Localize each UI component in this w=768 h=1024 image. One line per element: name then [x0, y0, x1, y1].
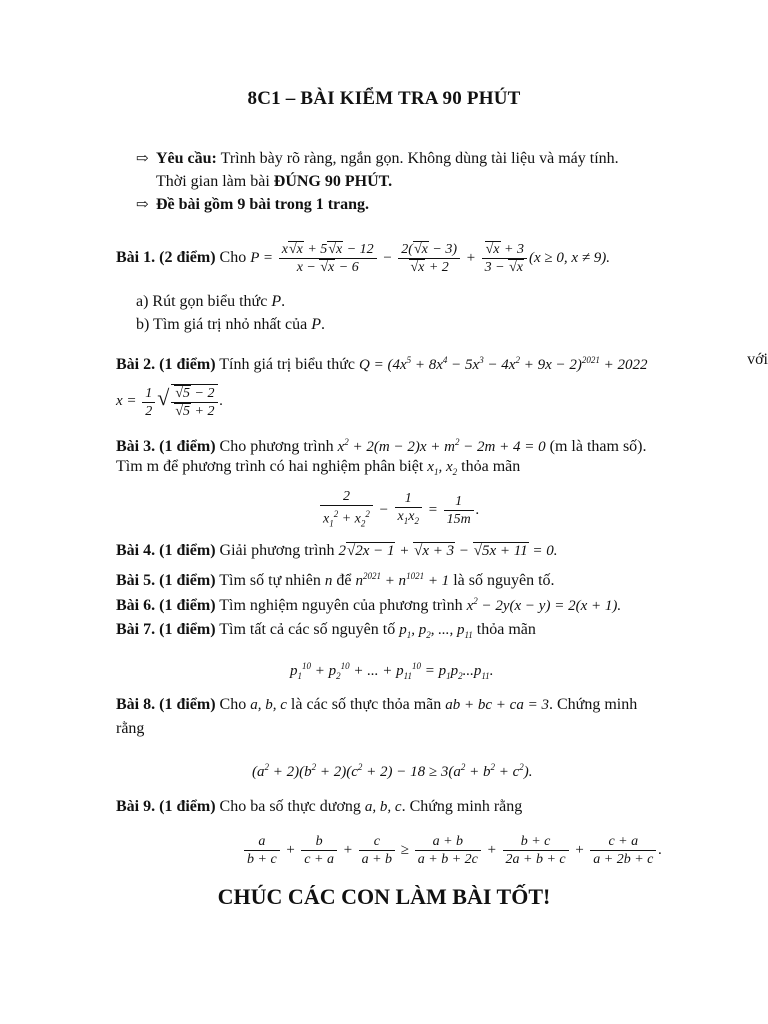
- problem-8-inequality: $(a^2 + 2)(b^2 + 2)(c^2 + 2) - 18 \ge 3(a^2 + b^2 + c^2)$.: [252, 762, 533, 780]
- requirement-line-3: [136, 195, 369, 215]
- problem-5-mid: để: [336, 572, 352, 589]
- problem-8: Bài 8. (1 điểm) Cho a, b, c là các số thực thỏa mãn ab + bc + ca = 3. Chứng minh: [116, 696, 638, 713]
- problem-3-line-2: Tìm m để phương trình có hai nghiệm phân biệt $x_1$, $x_2$ thỏa mãn: [116, 458, 521, 477]
- problem-9-heading: Bài 9. (1 điểm): [116, 798, 216, 815]
- problem-2-text: Tính giá trị biểu thức: [219, 356, 356, 373]
- problem-3-condition: Tìm m để phương trình có hai nghiệm phân biệt: [116, 458, 424, 475]
- problem-7-heading: Bài 7. (1 điểm): [116, 621, 216, 638]
- problem-6: [116, 591, 621, 616]
- problem-6-text: Tìm nghiệm nguyên của phương trình: [219, 597, 463, 614]
- problem-2-formula: $Q = (4x^5 + 8x^4 - 5x^3 - 4x^2 + 9x - 2)^{2021} + 2022$: [359, 355, 648, 373]
- arrow-right-icon: ⇨: [136, 151, 149, 167]
- arrow-right-icon: ⇨: [136, 197, 149, 213]
- problem-8-mid: là các số thực thỏa mãn: [290, 696, 442, 713]
- problem-5: Bài 5. (1 điểm) Tìm số tự nhiên n để $n^{2021} + n^{1021} + 1$ là số nguyên tố.: [116, 571, 555, 589]
- problem-2-tail: với: [747, 351, 768, 368]
- problem-1-part-b: b) Tìm giá trị nhỏ nhất của P.: [136, 316, 325, 333]
- problem-3-param: (m là tham số).: [549, 438, 647, 455]
- problem-1-heading: Bài 1. (2 điểm): [116, 249, 216, 266]
- problem-3-condition-tail: thỏa mãn: [461, 458, 521, 475]
- problem-8-heading: Bài 8. (1 điểm): [116, 696, 216, 713]
- requirement-line-1: [136, 149, 619, 169]
- problem-7-equation: $p_1^{10} + p_2^{10}$ + ... + $p_{11}^{10} = p_1p_2...p_{11}$.: [290, 661, 494, 681]
- problem-5-heading: Bài 5. (1 điểm): [116, 572, 216, 589]
- problem-4-equation: 2√ 2x − 1 + √ x + 3 − √ 5x + 11 = 0.: [338, 542, 557, 559]
- problem-5-text: Tìm số tự nhiên: [219, 572, 321, 589]
- problem-4-text: Giải phương trình: [219, 542, 335, 559]
- problem-2: [116, 350, 768, 375]
- problem-1: [116, 240, 610, 276]
- problem-9-inequality: $\frac{a}{b + c}$ + $\frac{b}{c + a}$ + $\frac{c}{a + b}$ ≥ $\frac{a + b}{a + b + 2c}$ + $\frac{b + c}{2a + b + c}$ + $\frac{c + a}{a + 2b + c}$ .: [242, 830, 662, 870]
- problem-8-tail: . Chứng minh: [548, 696, 638, 713]
- problem-7: Bài 7. (1 điểm) Tìm tất cả các số nguyên tố $p_1$, $p_2$, ..., $p_{11}$ thỏa mãn: [116, 621, 536, 640]
- part-b-variable: P: [311, 316, 321, 333]
- problem-3-condition-formula: $\frac{2}{x_1^2 + x_2^2}$ − $\frac{1}{x_1x_2}$ = $\frac{1}{15m}$ .: [318, 488, 479, 532]
- problem-1-part-a: a) Rút gọn biểu thức P.: [136, 293, 286, 310]
- part-a-text: a) Rút gọn biểu thức: [136, 293, 268, 310]
- problem-6-heading: Bài 6. (1 điểm): [116, 597, 216, 614]
- problem-7-text: Tìm tất cả các số nguyên tố: [219, 621, 396, 638]
- problem-9-text: Cho ba số thực dương: [219, 798, 361, 815]
- requirement-text: Trình bày rõ ràng, ngắn gọn. Không dùng tài liệu và máy tính.: [220, 150, 619, 167]
- problem-4-heading: Bài 4. (1 điểm): [116, 542, 216, 559]
- problem-3: [116, 432, 647, 457]
- closing-message: CHÚC CÁC CON LÀM BÀI TỐT!: [217, 884, 551, 909]
- problem-1-formula: P = $\frac{x√ x + 5√ x - 12}{x - √ x - 6}$ − 2(√ x − 3) √ x + 2 + √ $\frac{x + 3}{3 - √ x}$ (x ≥ 0, x ≠ 9).: [250, 250, 610, 266]
- problem-9-tail: . Chứng minh rằng: [401, 798, 523, 815]
- problem-3-heading: Bài 3. (1 điểm): [116, 438, 216, 455]
- problem-2-heading: Bài 2. (1 điểm): [116, 356, 216, 373]
- problem-7-tail: thỏa mãn: [476, 621, 536, 638]
- problem-3-equation: $x^2 + 2(m - 2)x + m^2 - 2m + 4 = 0$: [337, 437, 546, 455]
- problem-5-tail: là số nguyên tố.: [453, 572, 555, 589]
- problem-count-text: Đề bài gồm 9 bài trong 1 trang.: [156, 196, 370, 213]
- problem-1-intro: Cho: [219, 249, 247, 266]
- part-b-text: b) Tìm giá trị nhỏ nhất của: [136, 316, 308, 333]
- problem-8-text: Cho: [219, 696, 247, 713]
- problem-4: [116, 541, 558, 561]
- requirement-line-2: [156, 172, 392, 192]
- part-a-variable: P: [271, 293, 282, 310]
- problem-3-text: Cho phương trình: [219, 438, 334, 455]
- time-text: Thời gian làm bài: [156, 173, 274, 190]
- problem-6-equation: $x^2 - 2y(x - y) = 2(x + 1)$.: [466, 596, 622, 614]
- problem-5-expression: $n^{2021} + n^{1021} + 1$: [355, 571, 450, 589]
- problem-2-x-value: x = $\frac{1}{2}$ √ √ 5 − 2 √ 5 + 2 .: [116, 384, 223, 420]
- problem-9: Bài 9. (1 điểm) Cho ba số thực dương a, b, c. Chứng minh rằng: [116, 798, 523, 815]
- page-title: 8C1 – BÀI KIỂM TRA 90 PHÚT: [247, 88, 521, 109]
- problem-8-line-2: rằng: [116, 720, 145, 737]
- time-value: ĐÚNG 90 PHÚT.: [273, 173, 393, 190]
- requirement-label: Yêu cầu:: [156, 150, 217, 167]
